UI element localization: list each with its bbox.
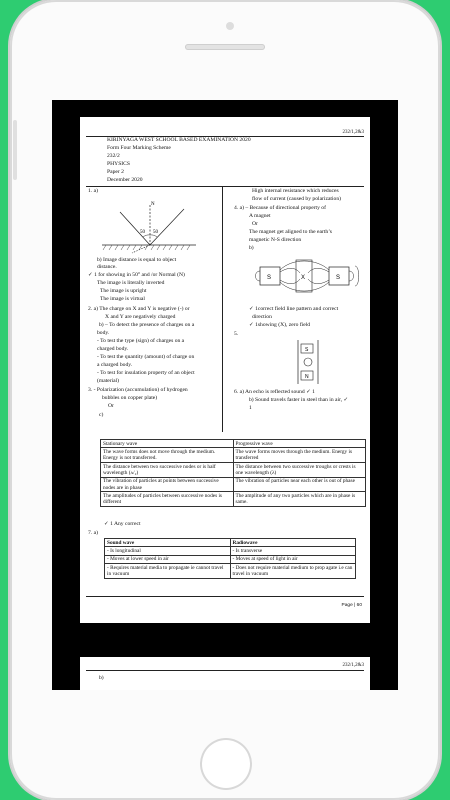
south-pole-label: S [336, 275, 341, 281]
left-text: (material) [97, 378, 120, 384]
right-text: direction [252, 314, 272, 320]
left-text: The image is literally inverted [97, 280, 165, 286]
left-text: 1. a) [88, 188, 98, 194]
paper-code: 232/1,2&3 [342, 663, 364, 668]
table-row [105, 547, 356, 555]
table-row [101, 448, 366, 463]
right-text: ✓ 1showing (X), zero field [249, 322, 311, 328]
right-text: magnetic N-S direction [249, 237, 302, 243]
north-pole-label: N [305, 374, 309, 380]
left-text: distance. [97, 264, 117, 270]
table-cell: The distance between two successive troughs or crests is one wavelength (λ) [233, 463, 366, 478]
table-row [101, 477, 366, 492]
table-cell: The amplitude of any two particles which are in phase is same. [233, 492, 366, 507]
next-page[interactable] [80, 657, 370, 690]
header-line: Form Four Marking Scheme [107, 145, 171, 151]
table-cell: The wave forms moves through the medium. Energy is transferred [233, 448, 366, 463]
table-cell: - Moves at speed of light in air [230, 555, 356, 563]
left-text: c) [99, 412, 104, 418]
solenoid-compass-diagram [288, 338, 328, 386]
question-label: b) [99, 675, 104, 681]
left-text: - To test the quantity (amount) of charge on [97, 354, 195, 360]
right-text: 5. [234, 331, 239, 337]
sound-radio-table [104, 538, 356, 579]
right-text: flow of current (caused by polarization) [252, 196, 341, 202]
table-cell: The amplitudes of particles between successive nodes is different [101, 492, 234, 507]
right-text: b) [249, 245, 254, 251]
header-line: Paper 2 [107, 169, 124, 175]
left-text: ✓ 1 for showing in 50° and /or Normal (N) [88, 272, 185, 278]
header-line: PHYSICS [107, 161, 131, 167]
left-text: 3. - Polarization (accumulation) of hydrogen [88, 387, 188, 393]
document-page[interactable] [80, 117, 370, 623]
table-cell: - Is longitudinal [105, 547, 231, 555]
left-text: body. [97, 330, 110, 336]
normal-label: N [151, 202, 155, 207]
stationary-progressive-table [100, 439, 366, 507]
table-header-row [101, 440, 366, 448]
reflection-diagram [102, 197, 197, 257]
front-camera [226, 22, 234, 30]
left-text: b) – To detect the presence of charges on a [99, 322, 195, 328]
exam-title: KIRINYAGA WEST SCHOOL BASED EXAMINATION 2020 [107, 137, 251, 143]
left-text: - To test the type (sign) of charges on a [97, 338, 185, 344]
left-text: charged body. [97, 346, 129, 352]
table-row [105, 564, 356, 579]
table-cell: The distance between two successive nodes or is half wavelength (ᴧ/₂) [101, 463, 234, 478]
right-text: A magnet [249, 213, 271, 219]
angle-label: 50 [153, 230, 158, 235]
question-label: 7. a) [88, 530, 98, 536]
table-row [105, 555, 356, 563]
header-line: December 2020 [107, 177, 143, 183]
table-cell: - Requires material media to propagate ie cannot travel in vacuum [105, 564, 231, 579]
table-header-cell: Stationary wave [101, 440, 234, 448]
table-cell: - Is transverse [230, 547, 356, 555]
left-text: The image is virtual [100, 296, 145, 302]
home-button[interactable] [200, 738, 252, 790]
right-text: High internal resistance which reduces [252, 188, 339, 194]
south-pole-label: S [305, 347, 309, 353]
left-text: b) Image distance is equal to object [97, 257, 177, 263]
table-header-cell: Radiowave [230, 539, 356, 547]
angle-label: 50 [140, 230, 145, 235]
table-header-cell: Sound wave [105, 539, 231, 547]
table-row [101, 492, 366, 507]
footer-rule [86, 596, 364, 597]
table-header-cell: Progressive wave [233, 440, 366, 448]
south-pole-label: S [267, 275, 272, 281]
table-cell: The vibration of particles at points between successive nodes are in phase [101, 477, 234, 492]
left-text: The image is upright [100, 288, 147, 294]
header-line: 232/2 [107, 153, 120, 159]
right-text: b) Sound travels faster in steel than in air, ✓ [249, 397, 349, 403]
magnet-field-diagram [252, 254, 367, 304]
speaker-grille [185, 44, 265, 50]
table-cell: - Moves at lower speed in air [105, 555, 231, 563]
mark-note: ✓ 1 Any correct [104, 521, 141, 527]
table-row [101, 463, 366, 478]
right-text: 6. a) An echo is reflected sound ✓ 1 [234, 389, 315, 395]
left-text: Or [108, 403, 114, 409]
page-number: Page | 60 [341, 603, 362, 608]
table-cell: - Does not require material medium to prop agate i.e can travel in vacuum [230, 564, 356, 579]
right-text: The magnet get aligned to the earth’s [249, 229, 332, 235]
left-text: a charged body. [97, 362, 133, 368]
right-text: 1 [249, 405, 252, 411]
column-divider [222, 186, 223, 432]
left-text: - To test for insulation property of an object [97, 370, 195, 376]
table-cell: The wave forms does not move through the medium. Energy is not transferred. [101, 448, 234, 463]
left-text: X and Y are negatively charged [105, 314, 176, 320]
table-header-row [105, 539, 356, 547]
left-text: bubbles on copper plate) [102, 395, 158, 401]
right-text: 4. a) – Because of directional property of [234, 205, 326, 211]
table-cell: The vibration of particles near each other is out of phase [233, 477, 366, 492]
paper-code: 232/1,2&3 [342, 130, 364, 135]
neutral-point-label: X [301, 275, 306, 281]
right-text: Or [252, 221, 258, 227]
side-button [13, 120, 17, 180]
header-bottom-rule [86, 186, 364, 187]
header-rule [86, 670, 364, 671]
left-text: 2. a) The charge on X and Y is negative (-) or [88, 306, 190, 312]
right-text: ✓ 1correct field line pattern and correct [249, 306, 339, 312]
